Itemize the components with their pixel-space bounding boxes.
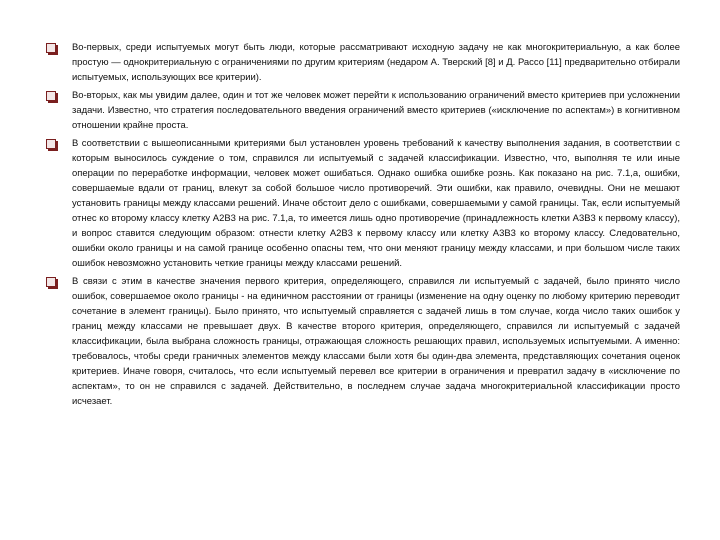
- square-bullet-icon: [46, 277, 56, 287]
- bullet-list: [44, 40, 680, 409]
- square-bullet-icon: [46, 91, 56, 101]
- slide-content: [44, 40, 680, 520]
- bullet-item: [44, 274, 680, 409]
- bullet-text: В связи с этим в качестве значения первого критерия, определяющего, справился ли испытуемый с задачей, было принято число ошибок, совершаемое около границы - на единичном расстоянии от границы (изменение на одну оценку по любому критерию переводит сочетание в элемент границы). Было принято, что испытуемый справляется с задачей лишь в том случае, когда число таких ошибок у границ между классами не превышает двух. В качестве второго критерия, определяющего, справился ли испытуемый с задачей классификации, была выбрана сложность границы, отражающая сложность решающих правил, используемых испытуемыми. А именно: требовалось, чтобы среди граничных элементов между классами были хотя бы один-два элемента, представляющих сочетания оценок критериев. Иначе говоря, считалось, что если испытуемый перевел все критерии в ограничения и превратил задачу в «исключение по аспектам», то он не справился с задачей. Действительно, в последнем случае задача многокритериальной классификации просто исчезает.: [72, 276, 680, 407]
- bullet-text: В соответствии с вышеописанными критериями был установлен уровень требований к качеству выполнения задания, в соответствии с которым выносилось суждение о том, справился ли испытуемый с задачей классификации. Известно, что, выполняя те или иные операции по переработке информации, человек может ошибаться. Однако ошибка ошибке рознь. Как показано на рис. 7.1,а, ошибки, совершаемые вдали от границ, влекут за собой большое число противоречий. Эти ошибки, как правило, очевидны. Они не мешают установить границы между классами решений. Иначе обстоит дело с ошибками, совершаемыми у самой границы. Так, если испытуемый отнес ко второму классу клетку А2В3 на рис. 7.1,а, то имеется лишь одно противоречие (принадлежность клетки А3В3 к первому классу), и вопрос ставится следующим образом: отнести клетку А2В3 к первому классу или клетку А3В3 ко второму классу. Следовательно, ошибки около границы и на самой границе особенно опасны тем, что они меняют границу между классами, и при большом числе таких ошибок невозможно установить четкие границы между классами решений.: [72, 138, 680, 269]
- bullet-text: Во-вторых, как мы увидим далее, один и тот же человек может перейти к использованию ограничений вместо критериев при усложнении задачи. Известно, что стратегия последовательного введения ограничений вместо критериев («исключение по аспектам») в когнитивном отношении крайне проста.: [72, 90, 680, 131]
- bullet-item: [44, 88, 680, 133]
- bullet-text: Во-первых, среди испытуемых могут быть люди, которые рассматривают исходную задачу не как многокритериальную, а как более простую — однокритериальную с ограничениями по другим критериям (недаром А. Тверский [8] и Д. Рассо [11] предварительно отбирали испытуемых, использующих все критерии).: [72, 42, 680, 83]
- bullet-item: [44, 136, 680, 271]
- square-bullet-icon: [46, 139, 56, 149]
- square-bullet-icon: [46, 43, 56, 53]
- bullet-item: [44, 40, 680, 85]
